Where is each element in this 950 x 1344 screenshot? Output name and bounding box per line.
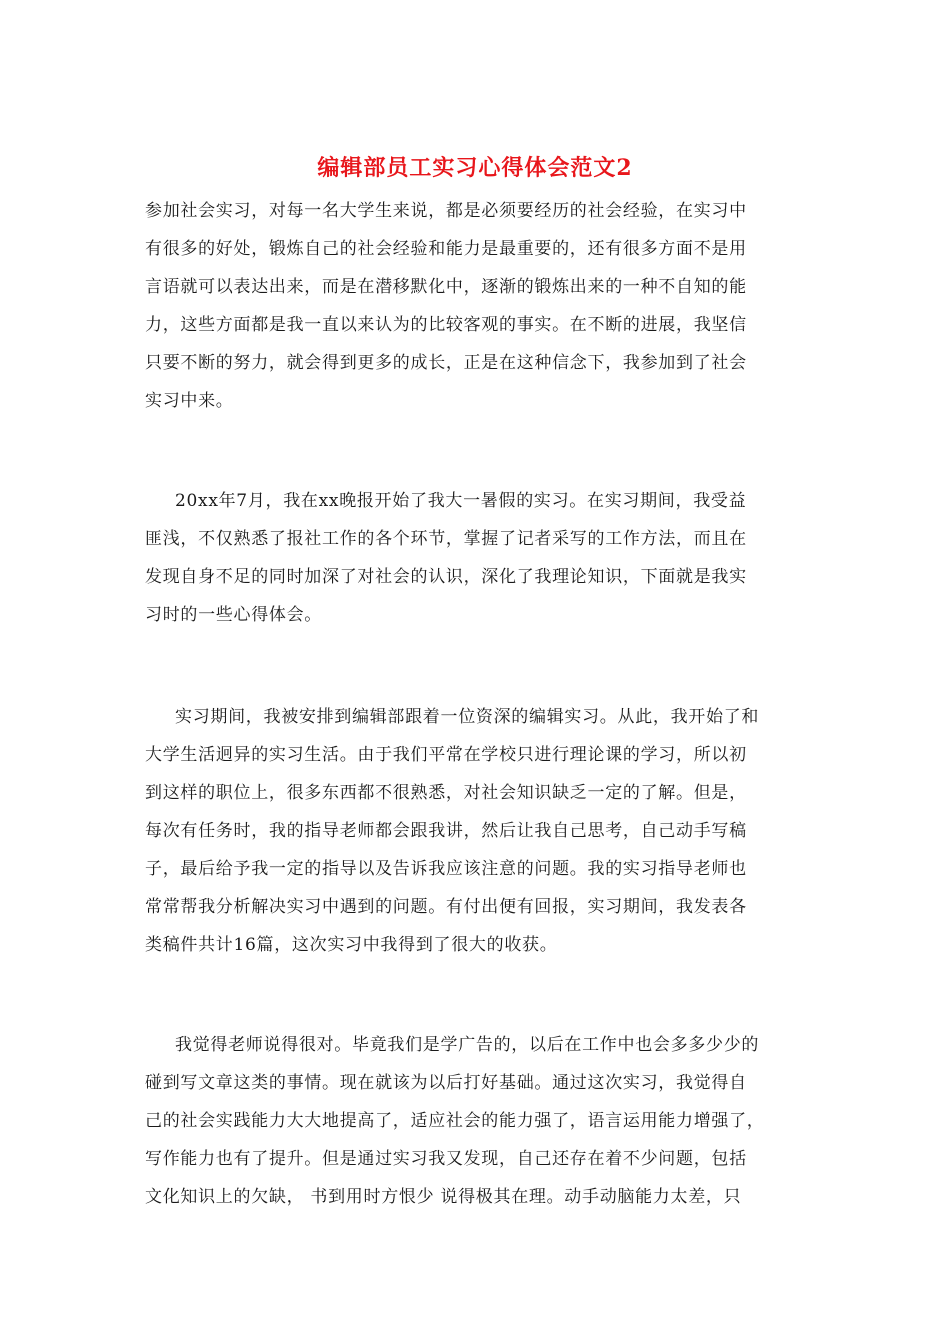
paragraph-1-line-4: 力，这些方面都是我一直以来认为的比较客观的事实。在不断的进展，我坚信 — [145, 315, 747, 335]
paragraph-4-line-2: 碰到写文章这类的事情。现在就该为以后打好基础。通过这次实习，我觉得自 — [145, 1073, 747, 1093]
paragraph-4-line-5: 文化知识上的欠缺， 书到用时方恨少 说得极其在理。动手动脑能力太差，只 — [145, 1187, 742, 1207]
paragraph-3-line-5: 子，最后给予我一定的指导以及告诉我应该注意的问题。我的实习指导老师也 — [145, 859, 747, 879]
paragraph-4-line-4: 写作能力也有了提升。但是通过实习我又发现，自己还存在着不少问题，包括 — [145, 1149, 747, 1169]
paragraph-4-line-3: 己的社会实践能力大大地提高了，适应社会的能力强了，语言运用能力增强了， — [145, 1111, 765, 1131]
document-title: 编辑部员工实习心得体会范文2 — [317, 155, 633, 181]
paragraph-3-line-6: 常常帮我分析解决实习中遇到的问题。有付出便有回报，实习期间，我发表各 — [145, 897, 747, 917]
paragraph-1-line-3: 言语就可以表达出来，而是在潜移默化中，逐渐的锻炼出来的一种不自知的能 — [145, 277, 747, 297]
paragraph-2-line-1: 20xx年7月，我在xx晚报开始了我大一暑假的实习。在实习期间，我受益 — [175, 491, 747, 511]
paragraph-2-line-3: 发现自身不足的同时加深了对社会的认识，深化了我理论知识，下面就是我实 — [145, 567, 747, 587]
paragraph-3-line-3: 到这样的职位上，很多东西都不很熟悉，对社会知识缺乏一定的了解。但是， — [145, 783, 747, 803]
paragraph-2-line-4: 习时的一些心得体会。 — [145, 605, 322, 625]
paragraph-1-line-6: 实习中来。 — [145, 391, 234, 411]
paragraph-1-line-1: 参加社会实习，对每一名大学生来说，都是必须要经历的社会经验，在实习中 — [145, 201, 747, 221]
paragraph-4-line-1: 我觉得老师说得很对。毕竟我们是学广告的，以后在工作中也会多多少少的 — [175, 1035, 760, 1055]
paragraph-2-line-2: 匪浅，不仅熟悉了报社工作的各个环节，掌握了记者采写的工作方法，而且在 — [145, 529, 747, 549]
paragraph-3-line-1: 实习期间，我被安排到编辑部跟着一位资深的编辑实习。从此，我开始了和 — [175, 707, 760, 727]
paragraph-3-line-4: 每次有任务时，我的指导老师都会跟我讲，然后让我自己思考，自己动手写稿 — [145, 821, 747, 841]
paragraph-3-line-7: 类稿件共计16篇，这次实习中我得到了很大的收获。 — [145, 935, 558, 955]
paragraph-1-line-2: 有很多的好处，锻炼自己的社会经验和能力是最重要的，还有很多方面不是用 — [145, 239, 747, 259]
paragraph-1-line-5: 只要不断的努力，就会得到更多的成长，正是在这种信念下，我参加到了社会 — [145, 353, 747, 373]
paragraph-3-line-2: 大学生活迥异的实习生活。由于我们平常在学校只进行理论课的学习，所以初 — [145, 745, 747, 765]
